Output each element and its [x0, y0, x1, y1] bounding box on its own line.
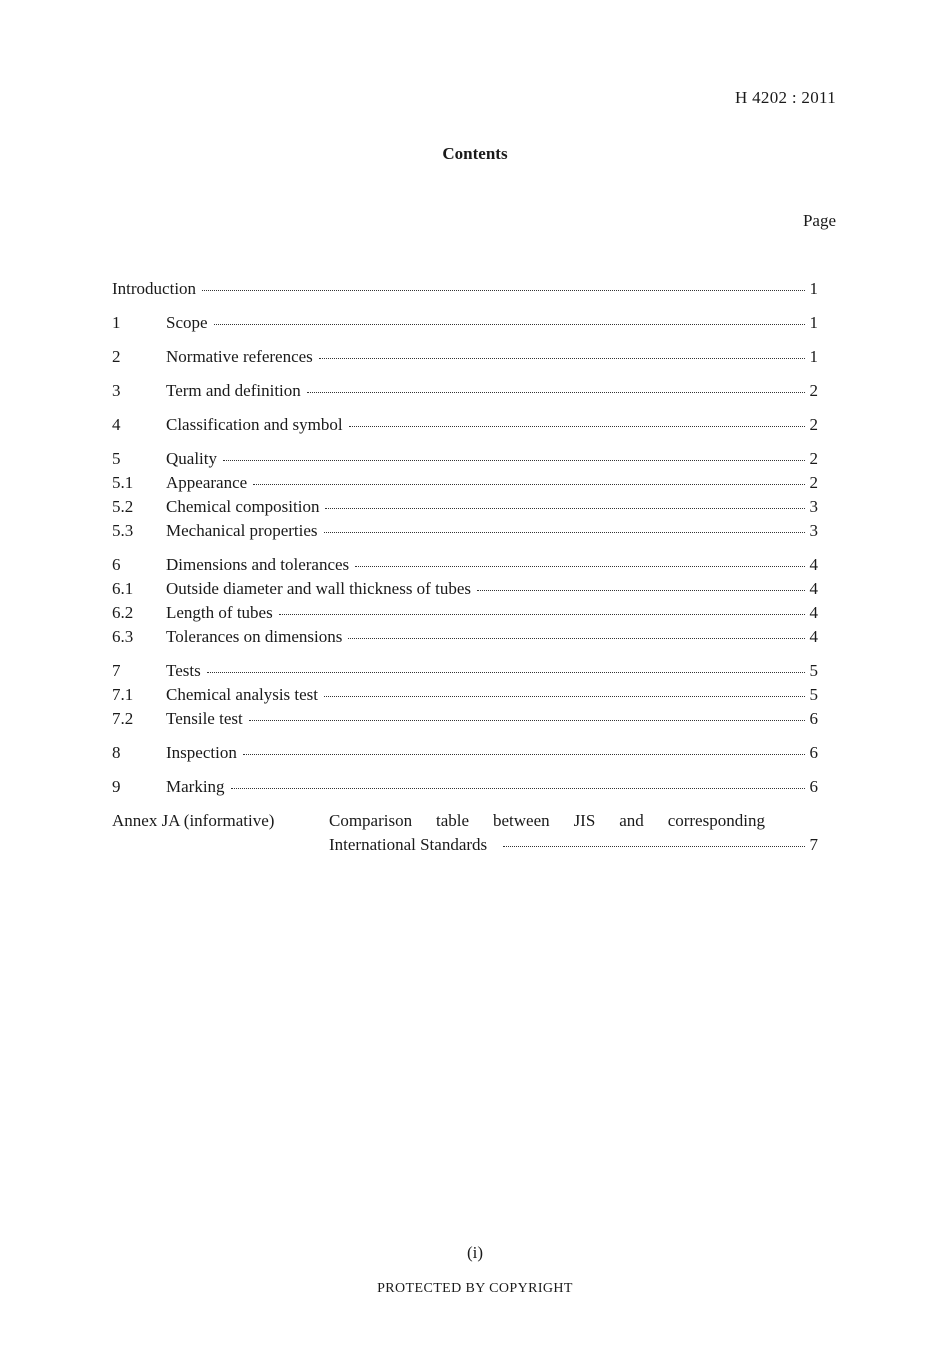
toc-entry-label: Length of tubes	[166, 603, 273, 622]
toc-entry-number: 7	[112, 661, 121, 680]
toc-entry-page: 5	[809, 661, 818, 680]
annex-title-line2	[329, 833, 818, 857]
toc-entry-label: Tensile test	[166, 709, 243, 728]
annex-title-line2-text: International Standards	[329, 835, 488, 854]
toc-entry-label: Chemical analysis test	[166, 685, 319, 704]
toc-entry[interactable]	[112, 577, 818, 601]
toc-entry-page: 4	[809, 627, 818, 646]
toc-entry-page: 2	[809, 415, 818, 434]
toc-group-gap	[112, 765, 818, 775]
toc-entry-number: 9	[112, 777, 121, 796]
dot-leader	[243, 753, 805, 755]
toc-entry-page: 1	[809, 313, 818, 332]
toc-group-gap	[112, 731, 818, 741]
dot-leader	[324, 531, 805, 533]
toc-entry-label: Classification and symbol	[166, 415, 343, 434]
standard-number: H 4202 : 2011	[734, 88, 836, 107]
toc-entry-page: 2	[809, 381, 818, 400]
dot-leader	[477, 589, 805, 591]
toc-entry[interactable]	[112, 471, 818, 495]
toc-entry-label: Scope	[166, 313, 208, 332]
toc-annex-entry[interactable]	[112, 809, 818, 857]
toc-entry-number: 7.2	[112, 709, 134, 728]
annex-page: 7	[809, 835, 818, 854]
toc-entry-number: 5.1	[112, 473, 134, 492]
toc-entry[interactable]	[112, 683, 818, 707]
toc-entry[interactable]	[112, 625, 818, 649]
toc-entry-page: 6	[809, 743, 818, 762]
toc-entry[interactable]	[112, 659, 818, 683]
toc-entry-label: Marking	[166, 777, 225, 796]
toc-entry-label: Quality	[166, 449, 217, 468]
dot-leader	[325, 507, 805, 509]
page-title: Contents	[442, 144, 508, 163]
toc-entry-label: Dimensions and tolerances	[166, 555, 350, 574]
toc-entry-number: 5.3	[112, 521, 134, 540]
toc-entry[interactable]	[112, 553, 818, 577]
toc-entry-label: Mechanical properties	[166, 521, 318, 540]
toc-entry-page: 2	[809, 449, 818, 468]
toc-entry[interactable]	[112, 775, 818, 799]
dot-leader	[253, 483, 805, 485]
toc-entry-label: Tolerances on dimensions	[166, 627, 343, 646]
toc-entry-label: Chemical composition	[166, 497, 320, 516]
toc-entry[interactable]	[112, 413, 818, 437]
dot-leader	[223, 459, 805, 461]
toc-entry[interactable]	[112, 345, 818, 369]
toc-group-gap	[112, 369, 818, 379]
toc-entry-number: 5.2	[112, 497, 134, 516]
toc-entry-number: 4	[112, 415, 121, 434]
toc-entry-page: 6	[809, 777, 818, 796]
toc-entry[interactable]	[112, 519, 818, 543]
toc-entry-number: 5	[112, 449, 121, 468]
toc-group-gap	[112, 335, 818, 345]
annex-title-word: Comparison	[329, 811, 413, 830]
toc-entry-page: 3	[809, 521, 818, 540]
toc-entry-number: 7.1	[112, 685, 134, 704]
dot-leader	[249, 719, 805, 721]
annex-title-word: between	[493, 811, 550, 830]
annex-title-word: JIS	[573, 811, 596, 830]
toc-entry-page: 4	[809, 555, 818, 574]
dot-leader	[307, 391, 805, 393]
toc-entry-page: 1	[809, 279, 818, 298]
toc-entry[interactable]	[112, 707, 818, 731]
dot-leader	[207, 671, 805, 673]
toc-entry[interactable]	[112, 277, 818, 301]
toc-entry-label: Outside diameter and wall thickness of tubes	[166, 579, 471, 598]
annex-title-word: table	[436, 811, 470, 830]
toc-group-gap	[112, 403, 818, 413]
toc-entry-page: 4	[809, 603, 818, 622]
toc-entry[interactable]	[112, 311, 818, 335]
annex-title-line1	[329, 809, 765, 833]
annex-title-word: corresponding	[667, 811, 765, 830]
toc-entry-number: 6.3	[112, 627, 134, 646]
dot-leader	[202, 289, 805, 291]
toc-group-gap	[112, 301, 818, 311]
toc-entry-number: 2	[112, 347, 121, 366]
toc-entry[interactable]	[112, 379, 818, 403]
toc-group-gap	[112, 543, 818, 553]
toc-entry-label: Term and definition	[166, 381, 301, 400]
toc-group-gap	[112, 799, 818, 809]
page-folio: (i)	[466, 1243, 484, 1262]
annex-label: Annex JA (informative)	[112, 811, 275, 830]
toc-entry-number: 6.2	[112, 603, 134, 622]
toc-group-gap	[112, 649, 818, 659]
dot-leader	[319, 357, 805, 359]
toc-entry-number: 6.1	[112, 579, 134, 598]
dot-leader	[348, 637, 805, 639]
dot-leader	[349, 425, 805, 427]
page-column-label: Page	[802, 211, 836, 230]
toc-entry-label: Introduction	[112, 279, 197, 298]
toc-entry-label: Tests	[166, 661, 201, 680]
dot-leader	[279, 613, 805, 615]
toc-entry[interactable]	[112, 741, 818, 765]
copyright-notice: PROTECTED BY COPYRIGHT	[377, 1281, 573, 1296]
toc-entry-number: 1	[112, 313, 121, 332]
dot-leader	[355, 565, 805, 567]
toc-entry[interactable]	[112, 447, 818, 471]
table-of-contents	[112, 277, 818, 857]
dot-leader	[214, 323, 805, 325]
dot-leader	[231, 787, 805, 789]
toc-entry-page: 4	[809, 579, 818, 598]
toc-entry[interactable]	[112, 601, 818, 625]
annex-title	[329, 809, 818, 857]
toc-entry-number: 6	[112, 555, 121, 574]
dot-leader	[324, 695, 805, 697]
toc-entry-number: 8	[112, 743, 121, 762]
toc-entry-page: 5	[809, 685, 818, 704]
toc-entry-page: 1	[809, 347, 818, 366]
toc-entry-label: Appearance	[166, 473, 248, 492]
dot-leader	[503, 845, 805, 847]
toc-entry-number: 3	[112, 381, 121, 400]
toc-entry-page: 3	[809, 497, 818, 516]
toc-entry-page: 6	[809, 709, 818, 728]
annex-title-word: and	[619, 811, 644, 830]
toc-group-gap	[112, 437, 818, 447]
toc-entry-label: Inspection	[166, 743, 237, 762]
toc-entry[interactable]	[112, 495, 818, 519]
toc-entry-page: 2	[809, 473, 818, 492]
toc-entry-label: Normative references	[166, 347, 313, 366]
